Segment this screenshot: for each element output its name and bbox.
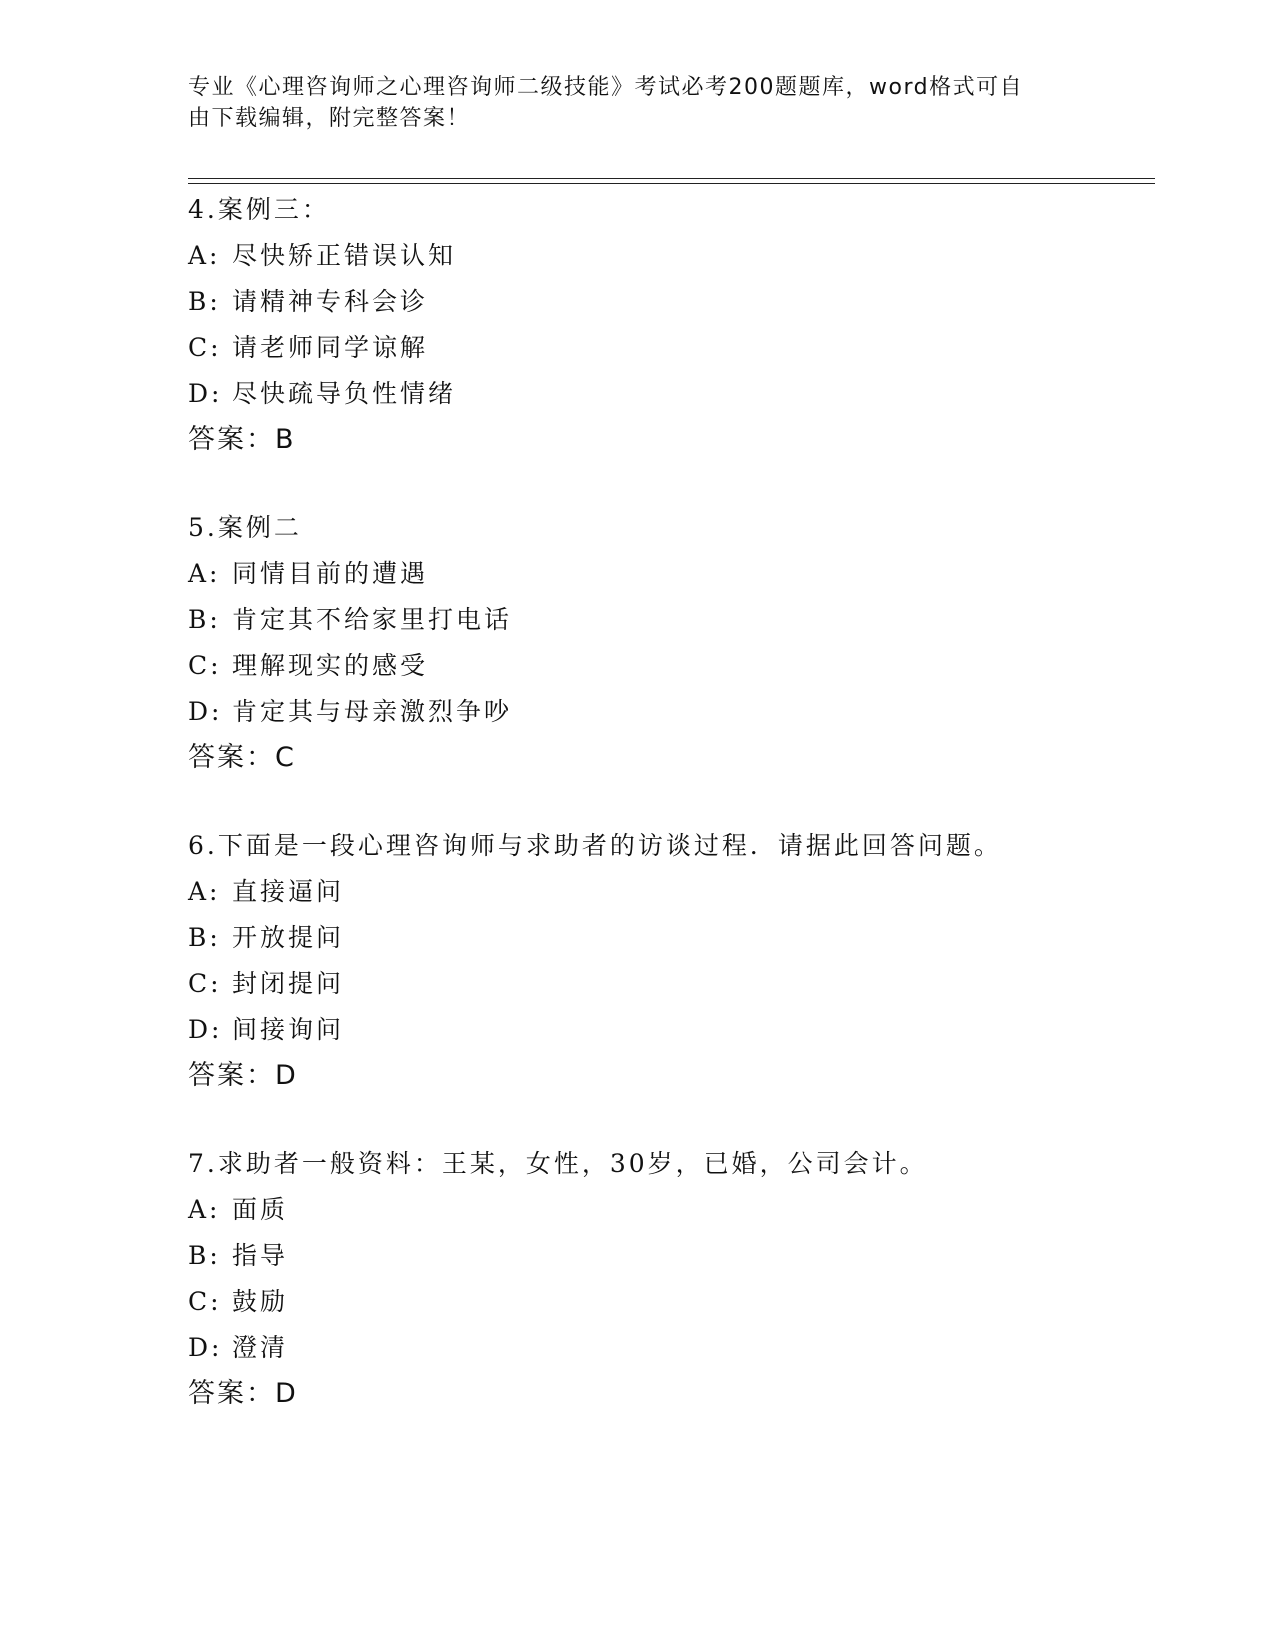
answer-line: 答案：D <box>188 1378 298 1409</box>
option-letter: C: <box>188 1287 222 1316</box>
question-title: 5.案例二 <box>188 513 302 542</box>
option-b <box>188 597 1148 643</box>
option-a <box>188 551 1148 597</box>
option-b <box>188 1233 1148 1279</box>
option-d <box>188 1325 1148 1371</box>
option-text: 肯定其与母亲激烈争吵 <box>232 697 513 726</box>
document-header <box>188 72 1068 134</box>
option-text: 面质 <box>232 1195 289 1224</box>
question-4 <box>188 187 1148 463</box>
header-line-2: 由下载编辑，附完整答案！ <box>188 106 471 131</box>
option-text: 封闭提问 <box>232 969 345 998</box>
option-b <box>188 915 1148 961</box>
option-letter: D: <box>188 379 223 408</box>
option-c <box>188 643 1148 689</box>
option-d <box>188 371 1148 417</box>
option-c <box>188 961 1148 1007</box>
header-divider-top <box>188 178 1155 179</box>
option-text: 肯定其不给家里打电话 <box>232 605 513 634</box>
option-c <box>188 325 1148 371</box>
option-letter: B: <box>188 287 221 316</box>
option-c <box>188 1279 1148 1325</box>
option-letter: A: <box>188 241 221 270</box>
option-letter: C: <box>188 969 222 998</box>
option-text: 直接逼问 <box>232 877 345 906</box>
option-text: 开放提问 <box>232 923 345 952</box>
option-letter: B: <box>188 1241 221 1270</box>
option-b <box>188 279 1148 325</box>
option-a <box>188 869 1148 915</box>
answer-line: 答案：C <box>188 742 296 773</box>
option-d <box>188 689 1148 735</box>
option-letter: D: <box>188 1015 223 1044</box>
option-letter: D: <box>188 697 223 726</box>
question-5 <box>188 505 1148 781</box>
option-letter: A: <box>188 559 221 588</box>
question-7 <box>188 1141 1148 1417</box>
question-title: 4.案例三： <box>188 195 330 224</box>
option-text: 同情目前的遭遇 <box>232 559 429 588</box>
option-letter: B: <box>188 605 221 634</box>
option-text: 请老师同学谅解 <box>232 333 429 362</box>
option-letter: C: <box>188 333 222 362</box>
question-title: 7.求助者一般资料：王某，女性，30岁，已婚，公司会计。 <box>188 1149 928 1178</box>
option-text: 间接询问 <box>232 1015 345 1044</box>
option-letter: A: <box>188 877 221 906</box>
question-title: 6.下面是一段心理咨询师与求助者的访谈过程．请据此回答问题。 <box>188 831 1002 860</box>
answer-line: 答案：D <box>188 1060 298 1091</box>
option-letter: B: <box>188 923 221 952</box>
option-a <box>188 1187 1148 1233</box>
header-divider-bottom <box>188 183 1155 184</box>
question-6 <box>188 823 1148 1099</box>
option-text: 请精神专科会诊 <box>232 287 429 316</box>
answer-line: 答案：B <box>188 424 296 455</box>
option-text: 尽快疏导负性情绪 <box>232 379 457 408</box>
option-letter: A: <box>188 1195 221 1224</box>
option-text: 指导 <box>232 1241 289 1270</box>
option-a <box>188 233 1148 279</box>
option-letter: D: <box>188 1333 223 1362</box>
option-text: 尽快矫正错误认知 <box>232 241 457 270</box>
option-text: 理解现实的感受 <box>232 651 429 680</box>
option-text: 鼓励 <box>232 1287 289 1316</box>
option-text: 澄清 <box>232 1333 289 1362</box>
header-line-1: 专业《心理咨询师之心理咨询师二级技能》考试必考200题题库，word格式可自 <box>188 75 1024 100</box>
option-d <box>188 1007 1148 1053</box>
option-letter: C: <box>188 651 222 680</box>
